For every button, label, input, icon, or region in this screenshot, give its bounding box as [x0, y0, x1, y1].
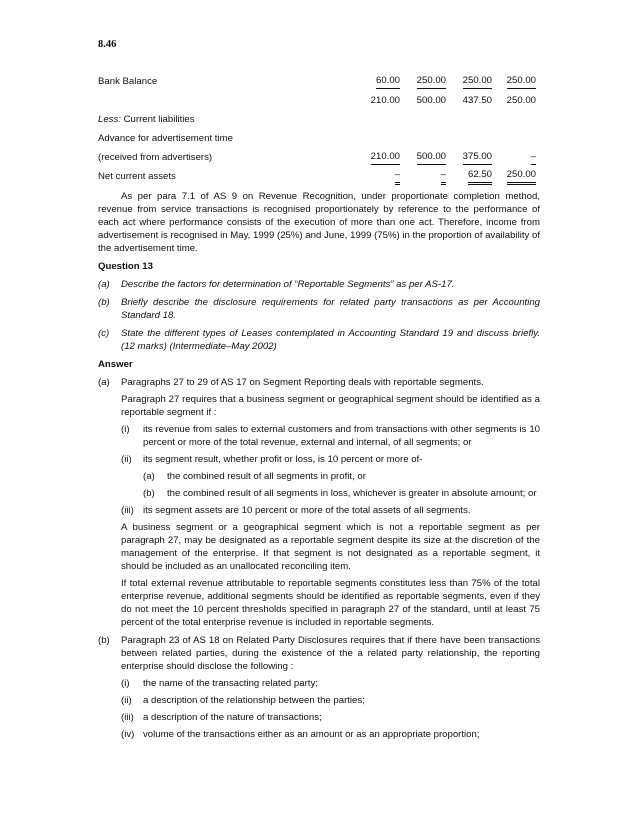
answer-b [98, 634, 540, 741]
row-label: Net current assets [98, 171, 176, 182]
row-label: (received from advertisers) [98, 152, 213, 163]
row-label [98, 91, 360, 110]
question-b [98, 296, 540, 322]
list-item: (ii) a description of the relationship between the parties; [121, 695, 365, 706]
question-c [98, 327, 540, 353]
question-label: (c) [98, 328, 110, 339]
table-cell [498, 129, 540, 148]
answer-a-para3: If total external revenue attributable to reportable segments constitutes less than 75% of the total enterprise revenue, additional segments should be identified as reportable segments, even if they do not meet the 10 percent thresholds specified in paragraph 27 of the standard, until at least 75 percent of the total enterprise revenue is included in reportable segments. [121, 578, 540, 628]
table-row [98, 148, 540, 167]
sub-list-item: (b) the combined result of all segments in loss, whichever is greater in absolute amount; or [143, 488, 537, 499]
list-item: (iii) a description of the nature of transactions; [121, 712, 322, 723]
answer-a-intro: Paragraphs 27 to 29 of AS 17 on Segment Reporting deals with reportable segments. [121, 377, 484, 388]
table-cell [452, 110, 498, 129]
page-content [98, 72, 540, 741]
answer-label: (a) [98, 377, 110, 388]
table-cell [360, 129, 406, 148]
table-cell [406, 129, 452, 148]
table-cell: – [406, 167, 452, 186]
table-cell: 250.00 [452, 72, 498, 91]
table-cell: 62.50 [452, 167, 498, 186]
financial-table [98, 72, 540, 186]
answer-a-para2: A business segment or a geographical segment which is not a reportable segment as per paragraph 27, may be designated as a reportable segment despite its size at the discretion of the management of the enterprise. If that segment is not designated as a reportable segment, it should be included as an unallocated reconciling item. [121, 522, 540, 572]
question-a [98, 278, 540, 291]
page-number: 8.46 [98, 39, 117, 50]
answer-label: (b) [98, 635, 110, 646]
sub-list-item: (a) the combined result of all segments in profit, or [143, 471, 366, 482]
table-cell [452, 129, 498, 148]
table-cell: 437.50 [462, 95, 492, 106]
question-text: Briefly describe the disclosure requirements for related party transactions as per Accounting Standard 18. [121, 297, 540, 321]
table-cell: 250.00 [498, 72, 540, 91]
answer-a [98, 376, 540, 629]
table-cell [406, 110, 452, 129]
paragraph-as9: As per para 7.1 of AS 9 on Revenue Recognition, under proportionate completion method, revenue from service transactions is recognised proportionately by reference to the performance of each act where performance consists of the execution of more than one act. Therefore, income from advertisement is recognised in May, 1999 (25%) and June, 1999 (75%) in the proportion of availability of the advertisement time. [98, 191, 540, 254]
list-item: (iii) its segment assets are 10 percent or more of the total assets of all segments. [121, 505, 471, 516]
question-label: (a) [98, 279, 110, 290]
list-item: (i) its revenue from sales to external customers and from transactions with other segments is 10 percent or more of the total revenue, external and internal, of all segments; or [121, 424, 540, 448]
table-cell: 500.00 [416, 95, 446, 106]
answer-b-intro: Paragraph 23 of AS 18 on Related Party Disclosures requires that if there have been transactions between related parties, during the existence of the a related party relationship, the reporting enterprise should disclose the following : [121, 635, 540, 672]
table-cell: 60.00 [360, 72, 406, 91]
question-text: Describe the factors for determination of “Reportable Segments” as per AS-17. [121, 279, 455, 290]
list-item: (i) the name of the transacting related party; [121, 678, 318, 689]
question-label: (b) [98, 297, 110, 308]
table-cell: 250.00 [498, 167, 540, 186]
table-cell [360, 110, 406, 129]
table-row [98, 91, 540, 110]
row-label: Advance for advertisement time [98, 133, 233, 144]
table-cell: 375.00 [452, 148, 498, 167]
answer-a-para27: Paragraph 27 requires that a business segment or geographical segment should be identified as a reportable segment if : [121, 394, 540, 418]
table-cell: 250.00 [406, 72, 452, 91]
row-label: Bank Balance [98, 76, 158, 87]
table-cell: – [360, 167, 406, 186]
table-cell: 250.00 [506, 95, 536, 106]
table-row [98, 72, 540, 91]
table-cell: 500.00 [406, 148, 452, 167]
question-text: State the different types of Leases contemplated in Accounting Standard 19 and discuss briefly. (12 marks) (Intermediate–May 2002) [121, 328, 540, 352]
answer-heading: Answer [98, 359, 133, 370]
table-cell: – [498, 148, 540, 167]
row-label: Less: Current liabilities [98, 114, 195, 125]
table-cell [498, 110, 540, 129]
list-item: (iv) volume of the transactions either as an amount or as an appropriate proportion; [121, 729, 480, 740]
question-heading: Question 13 [98, 261, 153, 272]
table-cell: 210.00 [370, 95, 400, 106]
list-item: (ii) its segment result, whether profit or loss, is 10 percent or more of- [121, 454, 423, 465]
table-row [98, 110, 540, 129]
table-row [98, 167, 540, 186]
table-cell: 210.00 [360, 148, 406, 167]
table-row [98, 129, 540, 148]
